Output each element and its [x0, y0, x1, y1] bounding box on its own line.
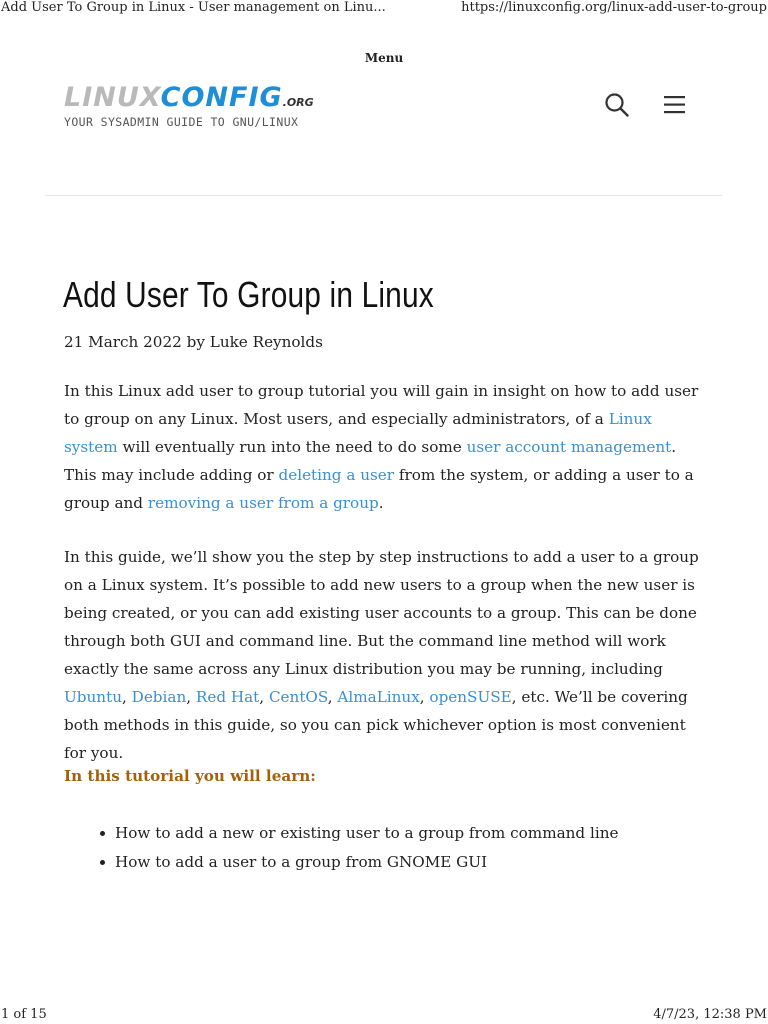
- article-byline: 21 March 2022 by Luke Reynolds: [64, 333, 323, 351]
- list-item: How to add a user to a group from GNOME GUI: [100, 848, 618, 877]
- link-linux-system[interactable]: Linux system: [64, 410, 652, 456]
- link-user-account-management[interactable]: user account management: [466, 438, 672, 456]
- link-removing-user-from-group[interactable]: removing a user from a group: [147, 494, 379, 512]
- print-page-url: https://linuxconfig.org/linux-add-user-to-group: [461, 0, 767, 15]
- guide-paragraph: In this guide, we’ll show you the step by step instructions to add a user to a group on a Linux system. It’s possible to add new users to a group when the new user is being created, or you can add existing user accounts to a group. This can be done through both GUI and command line. But the command line method will work exactly the same across any Linux distribution you may be running, including Ubuntu, Debian, Red Hat, CentOS, AlmaLinux, openSUSE, etc. We’ll be covering both methods in this guide, so you can pick whichever option is most convenient for you.: [64, 548, 699, 762]
- link-centos[interactable]: CentOS: [268, 688, 328, 706]
- logo-config-text: CONFIG: [160, 82, 283, 113]
- link-red-hat[interactable]: Red Hat: [195, 688, 260, 706]
- hamburger-menu-icon[interactable]: [662, 94, 688, 116]
- logo-linux-text: LINUX: [64, 82, 161, 113]
- link-ubuntu[interactable]: Ubuntu: [64, 688, 122, 706]
- link-opensuse[interactable]: openSUSE: [429, 688, 512, 706]
- article-title: Add User To Group in Linux: [63, 274, 434, 315]
- print-page-number: 1 of 15: [1, 1007, 47, 1022]
- site-logo[interactable]: [64, 84, 314, 134]
- menu-label[interactable]: Menu: [364, 51, 404, 65]
- intro-paragraph: In this Linux add user to group tutorial you will gain in insight on how to add user to group on any Linux. Most users, and especially administrators, of a Linux system will eventually run into the need to do some user account management. This may include adding or deleting a user from the system, or adding a user to a group and removing a user from a group.: [64, 382, 699, 512]
- link-deleting-a-user[interactable]: deleting a user: [278, 466, 395, 484]
- link-almalinux[interactable]: AlmaLinux: [337, 688, 420, 706]
- print-page-title: Add User To Group in Linux - User management on Linu...: [1, 0, 386, 15]
- print-datetime: 4/7/23, 12:38 PM: [653, 1007, 767, 1022]
- logo-tagline: YOUR SYSADMIN GUIDE TO GNU/LINUX: [64, 115, 299, 129]
- list-item: How to add a new or existing user to a group from command line: [100, 819, 618, 848]
- header-divider: [45, 195, 722, 196]
- learn-heading: In this tutorial you will learn:: [64, 767, 316, 785]
- link-debian[interactable]: Debian: [131, 688, 187, 706]
- search-icon[interactable]: [604, 92, 630, 118]
- logo-wordmark: [64, 84, 314, 117]
- logo-org-text: .ORG: [282, 96, 314, 109]
- learn-list: [100, 819, 618, 877]
